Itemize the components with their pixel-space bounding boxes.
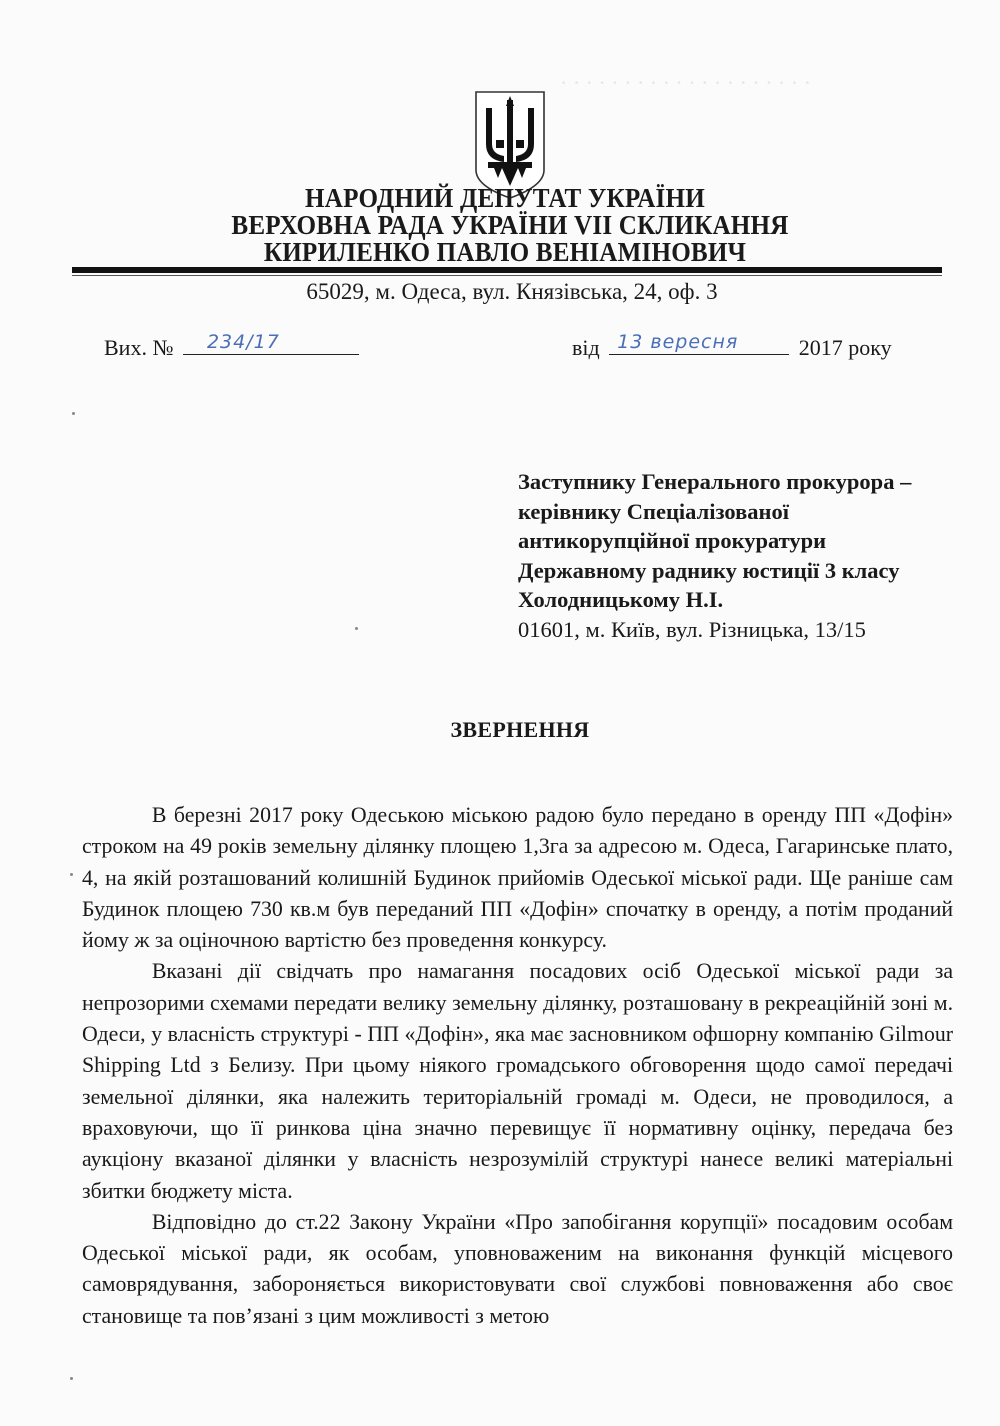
date-handwritten: 13 вересня	[617, 331, 739, 353]
letterhead-divider-thin	[72, 275, 942, 276]
scan-speck	[70, 873, 73, 876]
outgoing-number-field	[183, 330, 359, 355]
addressee-address: 01601, м. Київ, вул. Різницька, 13/15	[518, 616, 866, 642]
document-body	[82, 799, 953, 1331]
body-paragraph: В березні 2017 року Одеською міською радою було передано в оренду ПП «Дофін» строком на 49 років земельну ділянку площею 1,3га за адресою м. Одеса, Гагаринське плато, 4, на якій розташований колишній Будинок прийомів Одеської міської ради. Ще раніше сам Будинок площею 730 кв.м був переданий ПП «Дофін» спочатку в оренду, а потім проданий йому ж за оціночною вартістю без проведення конкурсу.	[82, 802, 954, 953]
addressee-block	[518, 467, 958, 644]
addressee-line: антикорупційної прокуратури	[518, 528, 827, 553]
outgoing-number-label: Вих. №	[104, 335, 174, 360]
outgoing-number-handwritten: 234/17	[206, 331, 280, 353]
bleed-through-text: · · · · · · · · · · · · · · · · · · · ·	[560, 70, 812, 95]
date-year: 2017 року	[798, 335, 892, 360]
sender-address: 65029, м. Одеса, вул. Князівська, 24, оф. 3	[306, 279, 718, 304]
scan-speck	[72, 412, 75, 415]
addressee-line: Холодницькому Н.І.	[518, 587, 724, 612]
body-paragraph: Відповідно до ст.22 Закону України «Про запобігання корупції» посадовим особам Одеської міської ради, як особам, уповноваженим на виконання функцій місцевого самоврядування, забороняється використовувати свої службові повноваження або своє становище та пов’язані з цим можливості з метою	[82, 1208, 954, 1328]
date-label: від	[572, 335, 600, 360]
scan-speck	[70, 1377, 73, 1380]
addressee-line: Заступнику Генерального прокурора –	[518, 469, 912, 494]
body-paragraph: Вказані дії свідчать про намагання посадових осіб Одеської міської ради за непрозорими схемами передати велику земельну ділянку, розташовану в рекреаційній зоні м. Одеси, у власність структурі - ПП «Дофін», яка має засновником офшорну компанію Gilmour Shipping Ltd з Белизу. При цьому ніякого громадського обговорення щодо самої передачі земельної ділянки, яка належить територіальній громаді м. Одеси, не проводилося, а враховуючи, що її ринкова ціна значно перевищує її нормативну оцінку, передача без аукціону вказаної ділянки у власність незрозумілій структурі нанесе великі матеріальні збитки бюджету міста.	[82, 958, 954, 1203]
letterhead-deputy-name: КИРИЛЕНКО ПАВЛО ВЕНІАМІНОВИЧ	[263, 237, 747, 267]
letterhead-parliament: ВЕРХОВНА РАДА УКРАЇНИ VII СКЛИКАННЯ	[231, 210, 789, 240]
letterhead-title: НАРОДНИЙ ДЕПУТАТ УКРАЇНИ	[305, 183, 705, 213]
outgoing-number-row	[104, 330, 359, 361]
addressee-line: керівнику Спеціалізованої	[518, 498, 789, 524]
date-field	[609, 330, 789, 355]
scan-speck	[355, 627, 358, 630]
letterhead-divider	[72, 267, 942, 273]
date-row	[572, 330, 892, 361]
addressee-line: Державному раднику юстиції 3 класу	[518, 557, 900, 583]
document-title: ЗВЕРНЕННЯ	[450, 717, 590, 742]
